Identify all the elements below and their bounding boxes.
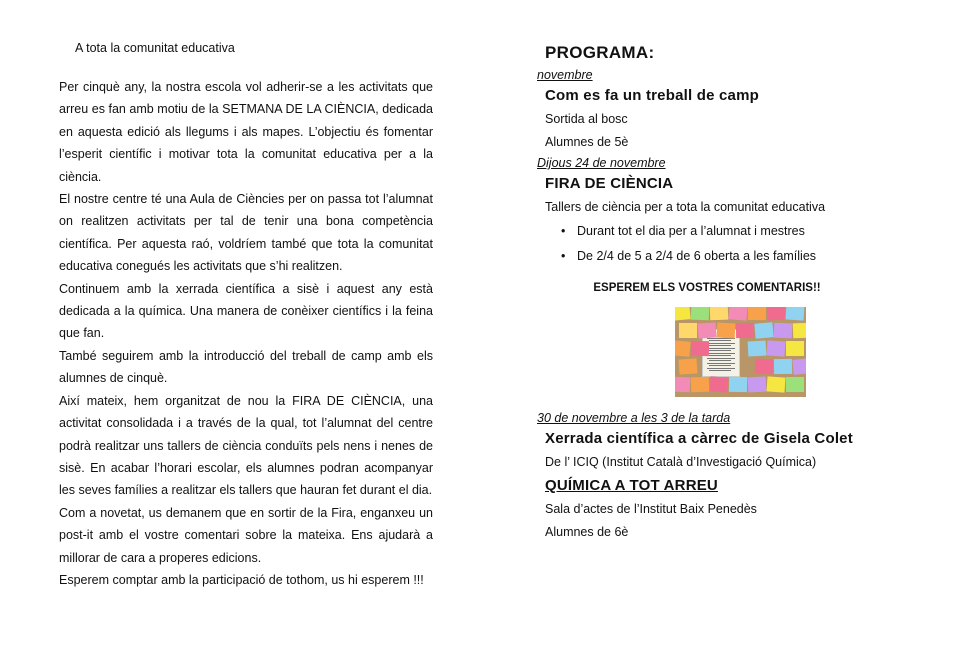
post-it-note bbox=[678, 358, 697, 374]
program-title: PROGRAMA: bbox=[545, 43, 655, 62]
post-it-note bbox=[691, 341, 709, 356]
event-date: novembre bbox=[537, 68, 593, 82]
post-it-note bbox=[729, 377, 747, 392]
post-it-note bbox=[766, 340, 785, 356]
post-it-note bbox=[786, 341, 804, 356]
paragraph: Així mateix, hem organitzat de nou la FIRA DE CIÈNCIA, una activitat consolidada i a través de la qual, tot l’alumnat del centre podrà realitzar uns tallers de ciència conduïts pels nens i nenes de sisè. En acabar l’horari escolar, els alumnes podran acompanyar les seves famílies a realitzar els tallers que hauran fet durant el dia. bbox=[59, 393, 433, 498]
post-it-note bbox=[710, 307, 729, 320]
paragraph: Per cinquè any, la nostra escola vol adherir-se a les activitats que arreu es fan amb motiu de la SETMANA DE LA CIÈNCIA, dedicada en aquesta edició als llegums i als mapes. L’objectiu és fomentar l’esperit científic i motivar tota la comunitat educativa per a la ciència. bbox=[59, 80, 433, 184]
post-it-note bbox=[748, 341, 767, 357]
post-it-note bbox=[767, 307, 786, 320]
post-it-note bbox=[717, 323, 736, 339]
bullet-item: • De 2/4 de 5 a 2/4 de 6 oberta a les famílies bbox=[561, 244, 937, 269]
talk-subtitle: QUÍMICA A TOT ARREU bbox=[545, 477, 718, 494]
letter-column bbox=[59, 40, 433, 591]
post-it-note bbox=[675, 340, 691, 357]
post-it-note bbox=[786, 377, 804, 392]
post-it-note bbox=[691, 377, 710, 393]
post-it-note bbox=[774, 323, 793, 339]
post-it-note bbox=[774, 359, 792, 374]
event-title: Com es fa un treball de camp bbox=[545, 87, 759, 104]
event-title: FIRA DE CIÈNCIA bbox=[545, 175, 674, 192]
post-it-note bbox=[766, 376, 785, 392]
event-detail: De l’ ICIQ (Institut Català d’Investigació Química) bbox=[545, 455, 817, 469]
post-it-note bbox=[748, 307, 766, 320]
post-it-note bbox=[748, 377, 767, 393]
post-it-wall-image bbox=[675, 307, 806, 397]
bullet-item: • Durant tot el dia per a l’alumnat i mestres bbox=[561, 219, 937, 244]
post-it-note bbox=[785, 307, 804, 321]
event-detail: Alumnes de 5è bbox=[545, 135, 629, 149]
post-it-note bbox=[736, 323, 754, 338]
post-it-note bbox=[792, 358, 806, 375]
post-it-note bbox=[754, 322, 773, 339]
post-it-note bbox=[709, 376, 728, 393]
post-it-note bbox=[675, 307, 691, 321]
event-detail: Tallers de ciència per a tota la comunitat educativa bbox=[545, 200, 826, 214]
post-it-note bbox=[728, 307, 747, 321]
event-detail: Alumnes de 6è bbox=[545, 525, 629, 539]
event-bullets bbox=[561, 219, 937, 269]
event-date: Dijous 24 de novembre bbox=[537, 156, 666, 170]
post-it-note bbox=[675, 377, 690, 393]
paragraph: El nostre centre té una Aula de Ciències per on passa tot l’alumnat on realitzen activitats per tal de tenir una bona competència científica. Per aquesta raó, voldríem també que tota la comunitat educativa conegués les activitats que s’hi realitzen. bbox=[59, 192, 433, 274]
post-it-note bbox=[679, 323, 697, 338]
paragraph: Continuem amb la xerrada científica a sisè i aquest any està dedicada a la química. Una manera de conèixer científics i la feina que fan. bbox=[59, 281, 433, 341]
event-detail: Sortida al bosc bbox=[545, 112, 628, 126]
program-column bbox=[537, 40, 937, 544]
greeting: A tota la comunitat educativa bbox=[75, 41, 235, 55]
event-detail: Sala d’actes de l’Institut Baix Penedès bbox=[545, 502, 757, 516]
event-title: Xerrada científica a càrrec de Gisela Colet bbox=[545, 430, 853, 447]
paragraph: Esperem comptar amb la participació de tothom, us hi esperem !!! bbox=[59, 572, 424, 587]
post-it-note bbox=[691, 307, 710, 320]
post-it-note bbox=[793, 323, 806, 339]
comments-callout: ESPEREM ELS VOSTRES COMENTARIS!! bbox=[593, 282, 821, 294]
post-it-note bbox=[697, 322, 716, 338]
event-date: 30 de novembre a les 3 de la tarda bbox=[537, 411, 731, 425]
paragraph: Com a novetat, us demanem que en sortir de la Fira, enganxeu un post-it amb el vostre comentari sobre la mateixa. Ens ajudarà a millorar de cara a properes edicions. bbox=[59, 505, 433, 565]
paragraph: També seguirem amb la introducció del treball de camp amb els alumnes de cinquè. bbox=[59, 348, 433, 386]
post-it-note bbox=[755, 359, 774, 375]
